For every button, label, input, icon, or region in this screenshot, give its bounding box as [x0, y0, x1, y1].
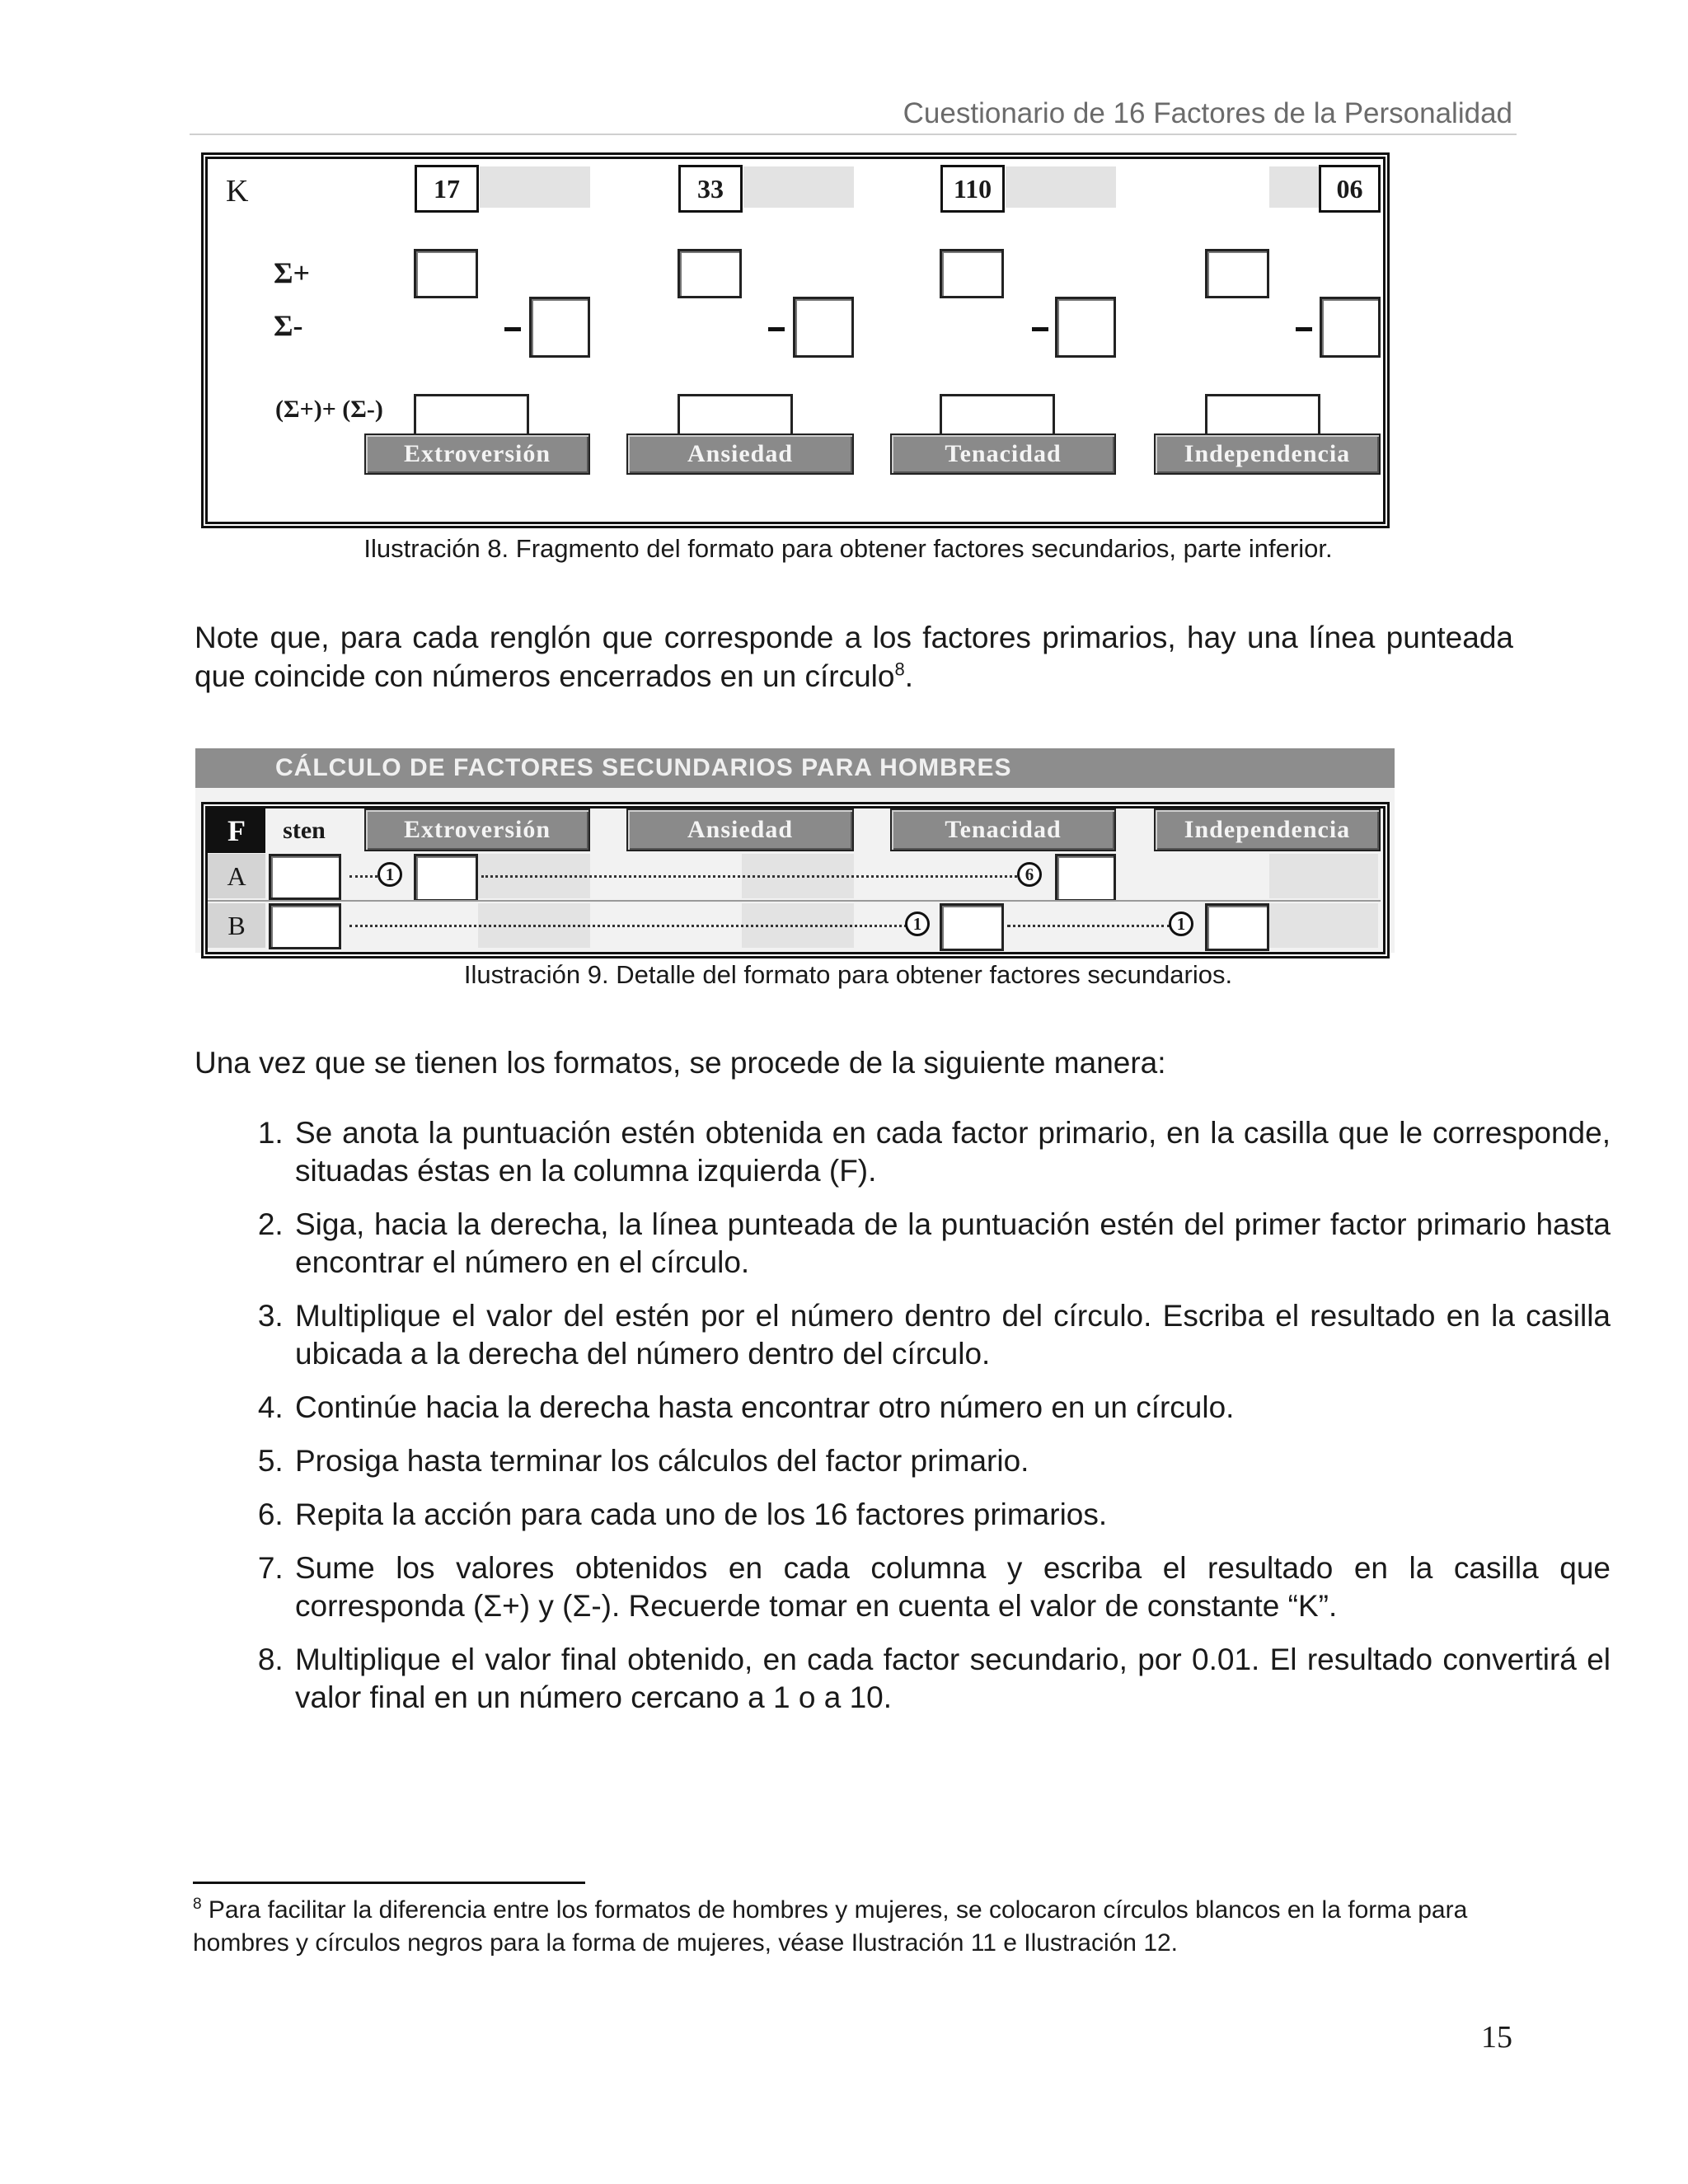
list-item: 8. Multiplique el valor final obtenido, en cada factor secundario, por 0.01. El resultado convertirá el valor final en un número cercano a 1 o a 10. [292, 1641, 1611, 1717]
minus-sign [504, 327, 521, 331]
list-item: 2. Siga, hacia la derecha, la línea punteada de la puntuación estén del primer factor primario hasta encontrar el número en el círculo. [292, 1206, 1611, 1282]
result-box-a-tenacidad [1055, 854, 1116, 902]
paragraph-procedure-intro: Una vez que se tienen los formatos, se procede de la siguiente manera: [195, 1046, 1166, 1080]
list-item: 6. Repita la acción para cada uno de los 16 factores primarios. [292, 1496, 1611, 1534]
factor-header-ansiedad: Ansiedad [626, 808, 854, 851]
procedure-steps [195, 1114, 1611, 1732]
circle-number-a-extroversion: 1 [377, 862, 402, 887]
sum-plus-box-extroversion [414, 249, 478, 298]
result-box-a-extroversion [414, 854, 478, 902]
total-box-ansiedad [678, 394, 793, 435]
row-label-b: B [208, 903, 265, 948]
row-b-shade [1269, 903, 1378, 948]
sten-input-b[interactable] [269, 903, 341, 949]
sum-minus-box-extroversion [529, 297, 590, 358]
list-item: 5. Prosiga hasta terminar los cálculos del factor primario. [292, 1442, 1611, 1480]
footnote [193, 1894, 1520, 1960]
factor-header-tenacidad: Tenacidad [890, 808, 1116, 851]
paragraph-text: Note que, para cada renglón que corresponde a los factores primarios, hay una línea punteada que coincide con números encerrados en un círculo [195, 621, 1513, 693]
row-label-a: A [208, 854, 265, 898]
circle-number-a-tenacidad: 6 [1017, 862, 1042, 887]
row-b-dotted-line [349, 925, 907, 927]
circle-number-b-independencia: 1 [1169, 912, 1193, 936]
row-a-shade [1269, 854, 1378, 898]
k-shade [743, 166, 854, 208]
sten-input-a[interactable] [269, 854, 341, 900]
list-item: 4. Continúe hacia la derecha hasta encontrar otro número en un círculo. [292, 1389, 1611, 1427]
k-label: K [226, 174, 249, 209]
k-value-tenacidad: 110 [940, 165, 1005, 213]
list-item: 3. Multiplique el valor del estén por el número dentro del círculo. Escriba el resultado en la casilla ubicada a la derecha del número dentro del círculo. [292, 1297, 1611, 1373]
running-header: Cuestionario de 16 Factores de la Personalidad [903, 97, 1512, 129]
row-divider [208, 900, 1381, 902]
k-shade [1269, 166, 1319, 208]
footnote-rule [193, 1882, 585, 1884]
factor-header-tenacidad: Tenacidad [890, 434, 1116, 475]
col-sten-header: sten [283, 817, 326, 844]
factor-header-extroversion: Extroversión [364, 434, 590, 475]
header-rule [190, 134, 1517, 135]
row-b-dotted-line [1007, 925, 1170, 927]
minus-sign [768, 327, 785, 331]
total-box-extroversion [414, 394, 529, 435]
list-item: 1. Se anota la puntuación estén obtenida en cada factor primario, en la casilla que le corresponde, situadas éstas en la columna izquierda (F). [292, 1114, 1611, 1190]
sum-minus-label: Σ- [274, 309, 303, 342]
factor-header-ansiedad: Ansiedad [626, 434, 854, 475]
factor-header-extroversion: Extroversión [364, 808, 590, 851]
sum-plus-box-tenacidad [940, 249, 1004, 298]
sum-plus-box-ansiedad [678, 249, 742, 298]
col-f-header: F [208, 808, 265, 853]
paragraph-end: . [904, 659, 913, 693]
total-label: (Σ+)+ (Σ-) [275, 396, 383, 423]
factor-header-independencia: Independencia [1154, 434, 1381, 475]
paragraph-dotted-line-note [195, 618, 1513, 696]
sum-plus-label: Σ+ [274, 256, 311, 289]
k-shade [1006, 166, 1116, 208]
sum-minus-box-ansiedad [793, 297, 854, 358]
sum-plus-box-independencia [1205, 249, 1269, 298]
sum-minus-box-independencia [1320, 297, 1381, 358]
page-number: 15 [1481, 2020, 1512, 2055]
result-box-b-independencia [1205, 903, 1269, 951]
minus-sign [1296, 327, 1312, 331]
total-box-tenacidad [940, 394, 1055, 435]
k-value-independencia: 06 [1319, 165, 1381, 213]
k-shade [480, 166, 590, 208]
footnote-text: Para facilitar la diferencia entre los formatos de hombres y mujeres, se colocaron círculos blancos en la forma para hombres y círculos negros para la forma de mujeres, véase Ilustración 11 e Ilustración 12. [193, 1896, 1468, 1957]
total-box-independencia [1205, 394, 1320, 435]
footnote-ref: 8 [894, 658, 905, 680]
list-item: 7. Sume los valores obtenidos en cada columna y escriba el resultado en la casilla que corresponda (Σ+) y (Σ-). Recuerde tomar en cuenta el valor de constante “K”. [292, 1549, 1611, 1625]
minus-sign [1032, 327, 1048, 331]
sum-minus-box-tenacidad [1055, 297, 1116, 358]
figure-9-title: CÁLCULO DE FACTORES SECUNDARIOS PARA HOMBRES [195, 748, 1395, 788]
figure-9-caption: Ilustración 9. Detalle del formato para obtener factores secundarios. [463, 960, 1233, 989]
k-value-ansiedad: 33 [678, 165, 743, 213]
footnote-marker: 8 [193, 1896, 202, 1913]
figure-8-caption: Ilustración 8. Fragmento del formato para obtener factores secundarios, parte inferior. [363, 534, 1333, 563]
row-a-dotted-line [481, 875, 1017, 878]
factor-header-independencia: Independencia [1154, 808, 1381, 851]
result-box-b-tenacidad [940, 903, 1004, 951]
k-value-extroversion: 17 [415, 165, 479, 213]
circle-number-b-tenacidad: 1 [905, 912, 930, 936]
